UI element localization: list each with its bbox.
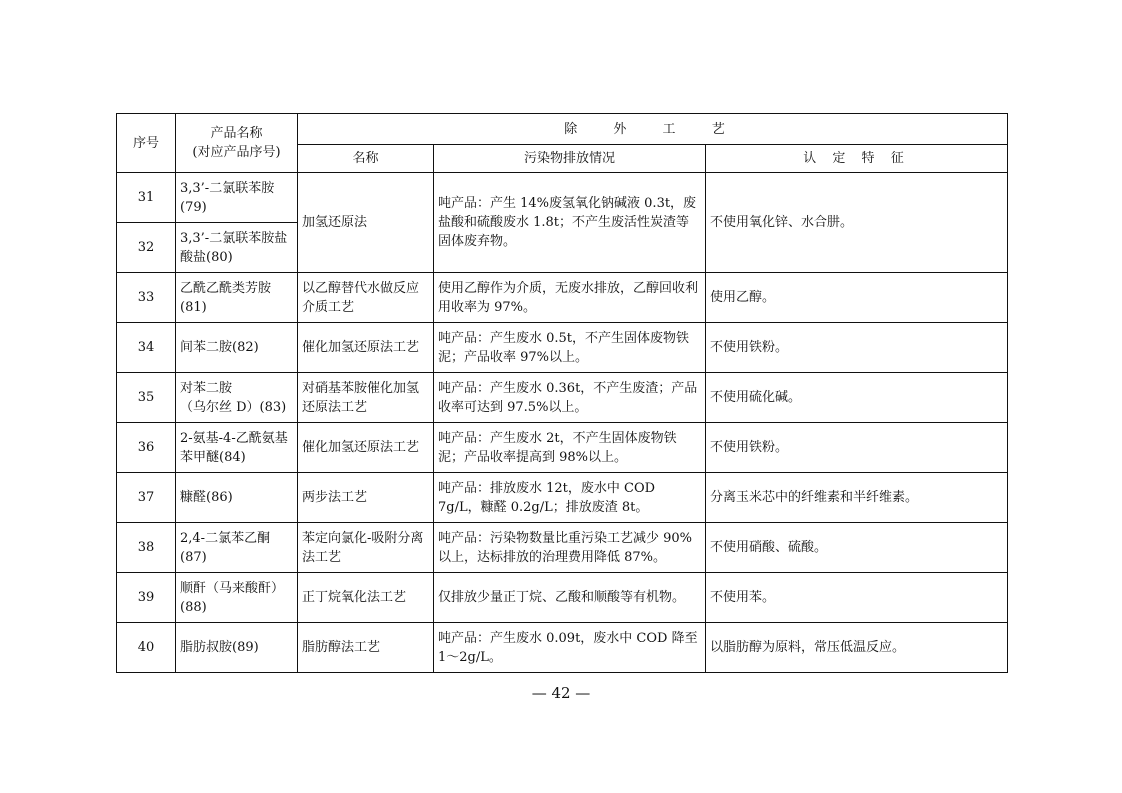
header-seq: 序号 [117, 114, 176, 173]
row-seq: 31 [117, 173, 176, 223]
row-pollution: 吨产品：产生 14%废氢氧化钠碱液 0.3t，废盐酸和硫酸废水 1.8t；不产生废活性炭渣等固体废弃物。 [434, 173, 706, 273]
row-product [176, 373, 298, 423]
header-row-1 [117, 114, 1008, 145]
table-row [117, 473, 1008, 523]
page-number: — 42 — [531, 684, 591, 702]
row-seq: 39 [117, 573, 176, 623]
header-name: 名称 [298, 145, 434, 173]
row-process: 加氢还原法 [298, 173, 434, 273]
row-product [176, 573, 298, 623]
row-product: 3,3’-二氯联苯胺(79) [176, 173, 298, 223]
header-product-name-sub: (对应产品序号) [192, 145, 281, 160]
row-pollution: 吨产品：产生废水 2t，不产生固体废物铁泥；产品收率提高到 98%以上。 [434, 423, 706, 473]
row-product: 间苯二胺(82) [176, 323, 298, 373]
header-product-name-label: 产品名称 [210, 126, 263, 141]
header-features: 认 定 特 征 [706, 145, 1008, 173]
row-process: 催化加氢还原法工艺 [298, 423, 434, 473]
row-product [176, 523, 298, 573]
row-seq: 33 [117, 273, 176, 323]
row-product-line-2: (87) [180, 549, 207, 565]
row-feature: 不使用硫化碱。 [706, 373, 1008, 423]
header-product-name [176, 114, 298, 173]
row-seq: 34 [117, 323, 176, 373]
table-row [117, 573, 1008, 623]
row-process: 对硝基苯胺催化加氢还原法工艺 [298, 373, 434, 423]
row-seq: 35 [117, 373, 176, 423]
row-product-line-1: 对苯二胺 [180, 380, 233, 396]
row-feature: 不使用氧化锌、水合肼。 [706, 173, 1008, 273]
row-pollution: 吨产品：排放废水 12t，废水中 COD 7g/L，糠醛 0.2g/L；排放废渣 8t。 [434, 473, 706, 523]
table-row [117, 373, 1008, 423]
row-process: 以乙醇替代水做反应介质工艺 [298, 273, 434, 323]
row-feature: 不使用苯。 [706, 573, 1008, 623]
row-process: 两步法工艺 [298, 473, 434, 523]
row-feature: 不使用铁粉。 [706, 423, 1008, 473]
row-pollution: 使用乙醇作为介质，无废水排放，乙醇回收利用收率为 97%。 [434, 273, 706, 323]
row-product-line-1: 2,4-二氯苯乙酮 [180, 530, 271, 546]
row-process: 苯定向氯化-吸附分离法工艺 [298, 523, 434, 573]
header-process-group: 除 外 工 艺 [298, 114, 1008, 145]
row-feature: 不使用硝酸、硫酸。 [706, 523, 1008, 573]
row-product: 脂肪叔胺(89) [176, 623, 298, 673]
row-seq: 38 [117, 523, 176, 573]
row-feature: 不使用铁粉。 [706, 323, 1008, 373]
row-pollution: 吨产品：产生废水 0.36t，不产生废渣；产品收率可达到 97.5%以上。 [434, 373, 706, 423]
row-seq: 32 [117, 223, 176, 273]
table-row [117, 323, 1008, 373]
row-product-line-1: 顺酐（马来酸酐） [180, 580, 285, 596]
row-product-line-2: （乌尔丝 D）(83) [180, 399, 287, 415]
process-table [116, 113, 1008, 673]
table-row [117, 623, 1008, 673]
row-seq: 40 [117, 623, 176, 673]
row-feature: 分离玉米芯中的纤维素和半纤维素。 [706, 473, 1008, 523]
header-pollution: 污染物排放情况 [434, 145, 706, 173]
row-seq: 36 [117, 423, 176, 473]
row-seq: 37 [117, 473, 176, 523]
row-product: 3,3’-二氯联苯胺盐酸盐(80) [176, 223, 298, 273]
row-product-line-2: (88) [180, 599, 207, 615]
row-pollution: 吨产品：产生废水 0.09t，废水中 COD 降至 1～2g/L。 [434, 623, 706, 673]
row-product: 乙酰乙酰类芳胺(81) [176, 273, 298, 323]
row-product: 糠醛(86) [176, 473, 298, 523]
row-process: 正丁烷氧化法工艺 [298, 573, 434, 623]
table-row [117, 273, 1008, 323]
row-product: 2-氨基-4-乙酰氨基苯甲醚(84) [176, 423, 298, 473]
table-row [117, 523, 1008, 573]
row-process: 催化加氢还原法工艺 [298, 323, 434, 373]
row-feature: 以脂肪醇为原料，常压低温反应。 [706, 623, 1008, 673]
table-row [117, 173, 1008, 223]
row-pollution: 仅排放少量正丁烷、乙酸和顺酸等有机物。 [434, 573, 706, 623]
row-feature: 使用乙醇。 [706, 273, 1008, 323]
table-row [117, 423, 1008, 473]
row-pollution: 吨产品：污染物数量比重污染工艺减少 90%以上，达标排放的治理费用降低 87%。 [434, 523, 706, 573]
row-process: 脂肪醇法工艺 [298, 623, 434, 673]
row-pollution: 吨产品：产生废水 0.5t，不产生固体废物铁泥；产品收率 97%以上。 [434, 323, 706, 373]
